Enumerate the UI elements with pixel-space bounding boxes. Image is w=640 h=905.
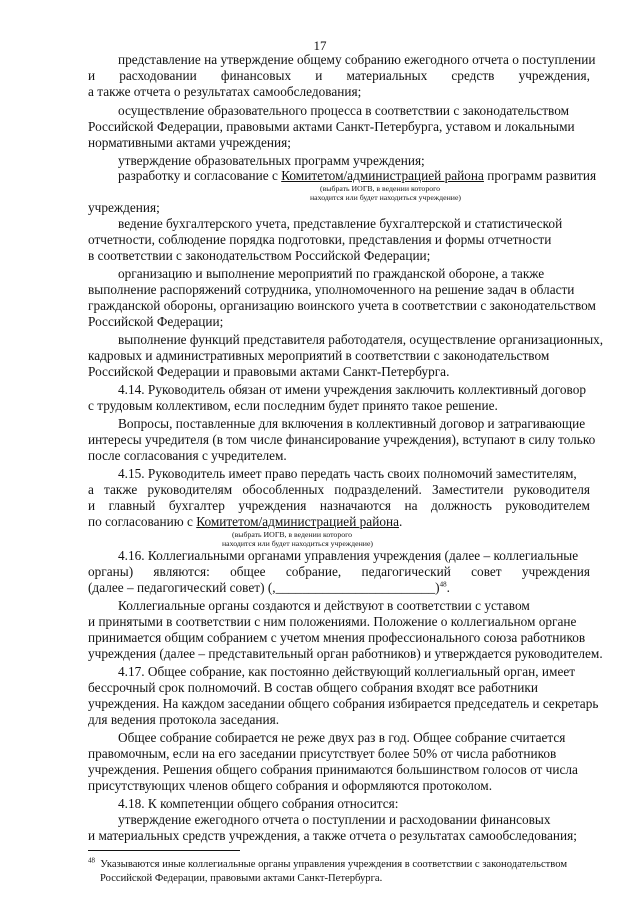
word: и	[88, 498, 96, 513]
text-line: в соответствии с законодательством Российской Федерации;	[88, 248, 431, 263]
text-line: гражданской обороны, организацию воинского учета в соответствии с законодательством	[88, 298, 596, 313]
word: собрание,	[285, 564, 342, 579]
text-line: Российской Федерации и правовыми актами Санкт-Петербурга.	[88, 364, 450, 379]
text-line-with-placeholder	[88, 514, 402, 530]
text-line: утверждение ежегодного отчета о поступлении и расходовании финансовых	[118, 812, 551, 827]
text-line: 4.14. Руководитель обязан от имени учреждения заключить коллективный договор	[118, 382, 587, 397]
text-fragment: по согласованию с	[88, 514, 197, 529]
word: назначаются	[319, 498, 391, 513]
underlined-placeholder: Комитетом/администрацией района	[281, 168, 484, 183]
blank-field: ________________________	[275, 580, 436, 595]
text-line: интересы учредителя (в том числе финансирование учреждения), вступают в силу только	[88, 432, 596, 447]
text-line: а также отчета о результатах самообследования;	[88, 84, 362, 99]
word: являются:	[153, 564, 210, 579]
placeholder-note: находится или будет находиться учреждение)	[222, 539, 373, 548]
word: и	[88, 68, 96, 83]
placeholder-note: (выбрать ИОГВ, в ведении которого	[320, 184, 441, 193]
text-line: Коллегиальные органы создаются и действуют в соответствии с уставом	[118, 598, 530, 613]
text-fragment: программ развития	[483, 168, 597, 183]
text-line-with-blank	[88, 580, 450, 596]
text-line: принимается общим собранием с учетом мнения профессионального союза работников	[88, 630, 586, 645]
placeholder-note: находится или будет находиться учреждение)	[310, 193, 461, 202]
word: педагогический	[361, 564, 451, 579]
placeholder-note: (выбрать ИОГВ, в ведении которого	[232, 530, 353, 539]
word: органы)	[88, 564, 134, 579]
justified-line	[88, 498, 590, 514]
text-fragment: .	[398, 514, 403, 529]
word: учреждения	[521, 564, 590, 579]
text-line: Вопросы, поставленные для включения в коллективный договор и затрагивающие	[118, 416, 586, 431]
text-line: правомочным, если на его заседании присутствует более 50% от числа работников	[88, 746, 557, 761]
text-line: утверждение образовательных программ учреждения;	[118, 153, 425, 168]
footnote-line	[88, 858, 567, 871]
text-line: после согласования с учредителем.	[88, 448, 287, 463]
justified-line	[88, 68, 590, 84]
word: учреждения	[238, 498, 307, 513]
text-line: учреждения. На каждом заседании общего собрания избирается председатель и секретарь	[88, 696, 599, 711]
text-line-with-placeholder	[118, 168, 596, 184]
text-fragment: .	[446, 580, 450, 595]
text-line: организацию и выполнение мероприятий по гражданской обороне, а также	[118, 266, 545, 281]
text-line: Российской Федерации;	[88, 314, 224, 329]
text-line: 4.15. Руководитель имеет право передать часть своих полномочий заместителям,	[118, 466, 577, 481]
text-line: нормативными актами учреждения;	[88, 135, 291, 150]
text-line: учреждения (далее – представительный орган работников) и утверждается руководителем.	[88, 646, 603, 661]
text-line: присутствующих членов общего собрания и оформляются протоколом.	[88, 778, 493, 793]
text-fragment: (далее – педагогический совет) (,	[88, 580, 276, 595]
text-line: учреждения;	[88, 200, 160, 215]
word: финансовых	[220, 68, 292, 83]
footnote-separator	[88, 850, 240, 851]
word: руководителям	[147, 482, 233, 497]
justified-line	[88, 482, 590, 498]
word: учреждения,	[518, 68, 590, 83]
text-line: отчетности, соблюдение порядка подготовки, представления и формы отчетности	[88, 232, 552, 247]
text-line: и принятыми в соответствии с ним положениями. Положение о коллегиальном органе	[88, 614, 577, 629]
text-line: с трудовым коллективом, если последним будет принято такое решение.	[88, 398, 498, 413]
text-line: 4.16. Коллегиальными органами управления учреждения (далее – коллегиальные	[118, 548, 579, 563]
word: материальных	[346, 68, 428, 83]
word: Заместители	[431, 482, 504, 497]
text-line: ведение бухгалтерского учета, представление бухгалтерской и статистической	[118, 216, 563, 231]
text-line: Общее собрание собирается не реже двух раз в год. Общее собрание считается	[118, 730, 566, 745]
text-line: 4.18. К компетенции общего собрания относится:	[118, 796, 399, 811]
footnote-line: Российской Федерации, правовыми актами Санкт-Петербурга.	[100, 873, 383, 884]
word: общее	[230, 564, 266, 579]
word: должность	[430, 498, 492, 513]
word: и	[315, 68, 323, 83]
text-fragment: разработку и согласование с	[118, 168, 282, 183]
word: расходовании	[119, 68, 197, 83]
text-line: 4.17. Общее собрание, как постоянно действующий коллегиальный орган, имеет	[118, 664, 576, 679]
word: а	[88, 482, 94, 497]
text-line: для ведения протокола заседания.	[88, 712, 280, 727]
text-line: Российской Федерации, правовыми актами Санкт-Петербурга, уставом и локальными	[88, 119, 575, 134]
word: руководителя	[513, 482, 590, 497]
page-number: 17	[313, 38, 327, 53]
text-line: выполнение распоряжений сотрудника, уполномоченного на решение задач в области	[88, 282, 575, 297]
word: совет	[471, 564, 502, 579]
word: руководителем	[505, 498, 590, 513]
text-line: осуществление образовательного процесса в соответствии с законодательством	[118, 103, 570, 118]
text-line: бессрочный срок полномочий. В состав общего собрания входят все работники	[88, 680, 539, 695]
word: на	[404, 498, 418, 513]
underlined-placeholder: Комитетом/администрацией района	[196, 514, 399, 529]
word: средств	[451, 68, 495, 83]
footnote-ref: 48	[439, 580, 447, 589]
word: главный	[108, 498, 156, 513]
word: бухгалтер	[168, 498, 225, 513]
text-fragment: )	[435, 580, 440, 595]
justified-line	[88, 564, 590, 580]
text-line: кадровых и административных мероприятий в соответствии с законодательством	[88, 348, 550, 363]
text-line: выполнение функций представителя работодателя, осуществление организационных,	[118, 332, 604, 347]
word: обособленных	[242, 482, 325, 497]
word: также	[104, 482, 138, 497]
text-line: представление на утверждение общему собранию ежегодного отчета о поступлении	[118, 52, 596, 67]
footnote-mark: 48	[88, 856, 95, 865]
text-line: и материальных средств учреждения, а также отчета о результатах самообследования;	[88, 828, 577, 843]
word: подразделений.	[334, 482, 422, 497]
text-line: учреждения. Решения общего собрания принимаются большинством голосов от числа	[88, 762, 578, 777]
footnote-text: Указываются иные коллегиальные органы управления учреждения в соответствии с законодательством	[100, 859, 568, 870]
